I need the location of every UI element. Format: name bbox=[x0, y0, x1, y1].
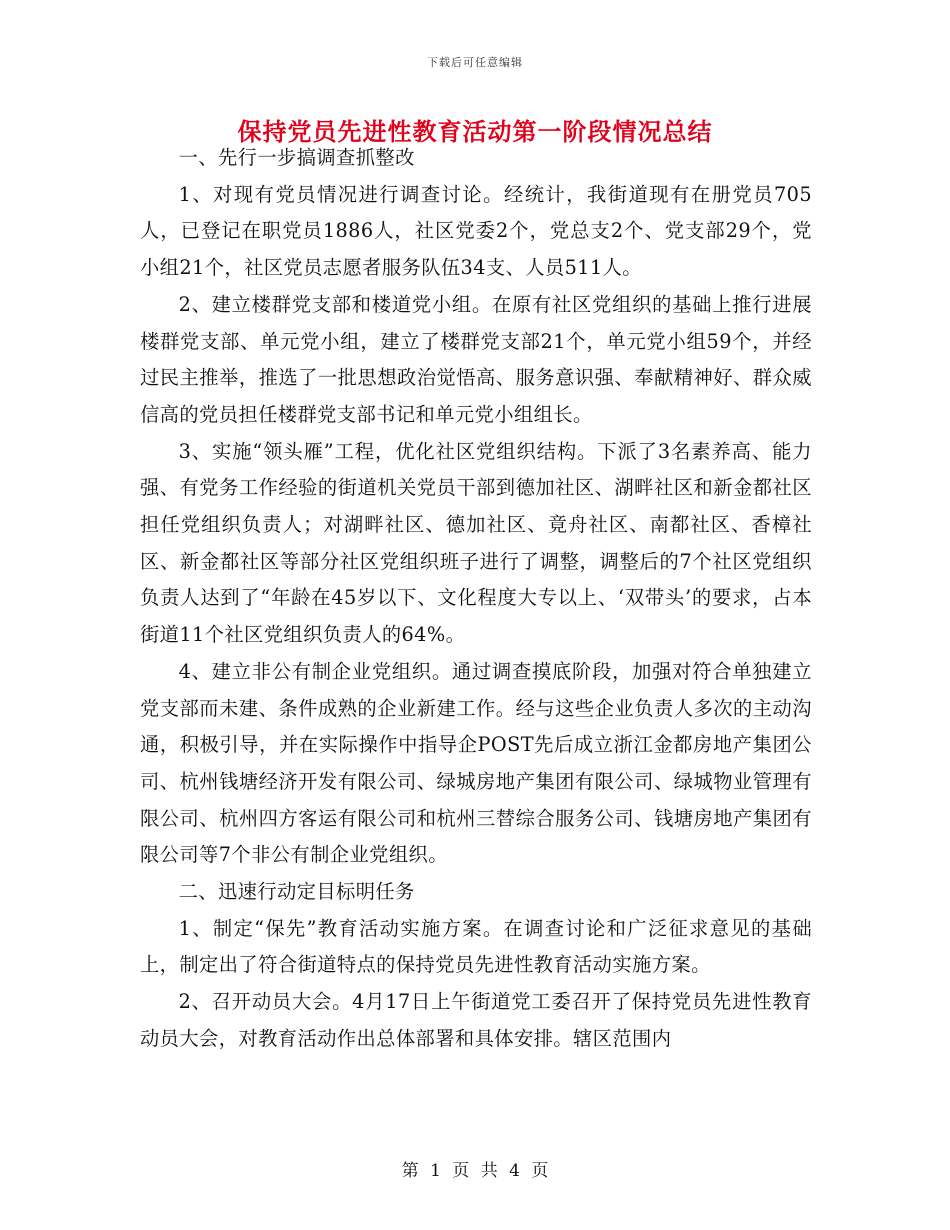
document-title: 保持党员先进性教育活动第一阶段情况总结 bbox=[237, 117, 713, 146]
page-footer: 第 1 页 共 4 页 bbox=[401, 1161, 549, 1181]
section-heading-1: 一、先行一步搞调查抓整改 bbox=[178, 146, 415, 169]
paragraph: 2、召开动员大会。4月17日上午街道党工委召开了保持党员先进性教育动员大会，对教育活动作出总体部署和具体安排。辖区范围内 bbox=[140, 990, 812, 1050]
header-note: 下载后可任意编辑 bbox=[427, 56, 523, 69]
paragraph: 3、实施“领头雁”工程，优化社区党组织结构。下派了3名素养高、能力强、有党务工作经验的街道机关党员干部到德加社区、湖畔社区和新金都社区担任党组织负责人；对湖畔社区、德加社区、竟舟社区、南都社区、香樟社区、新金都社区等部分社区党组织班子进行了调整，调整后的7个社区党组织负责人达到了“年龄在45岁以下、文化程度大专以上、‘双带头’的要求，占本街道11个社区党组织负责人的64%。 bbox=[140, 439, 812, 647]
paragraph: 4、建立非公有制企业党组织。通过调查摸底阶段，加强对符合单独建立党支部而未建、条件成熟的企业新建工作。经与这些企业负责人多次的主动沟通，积极引导，并在实际操作中指导企POST先后成立浙江金都房地产集团公司、杭州钱塘经济开发有限公司、绿城房地产集团有限公司、绿城物业管理有限公司、杭州四方客运有限公司和杭州三替综合服务公司、钱塘房地产集团有限公司等7个非公有制企业党组织。 bbox=[140, 659, 812, 867]
section-heading-2: 二、迅速行动定目标明任务 bbox=[178, 880, 415, 904]
document-body bbox=[140, 140, 812, 1058]
paragraph: 1、制定“保先”教育活动实施方案。在调查讨论和广泛征求意见的基础上，制定出了符合街道特点的保持党员先进性教育活动实施方案。 bbox=[140, 916, 812, 977]
paragraph: 1、对现有党员情况进行调查讨论。经统计，我街道现有在册党员705人，已登记在职党员1886人，社区党委2个，党总支2个、党支部29个，党小组21个，社区党员志愿者服务队伍34支、人员511人。 bbox=[140, 182, 812, 280]
paragraph: 2、建立楼群党支部和楼道党小组。在原有社区党组织的基础上推行进展楼群党支部、单元党小组，建立了楼群党支部21个，单元党小组59个，并经过民主推举，推选了一批思想政治觉悟高、服务意识强、奉献精神好、群众威信高的党员担任楼群党支部书记和单元党小组组长。 bbox=[140, 292, 812, 426]
